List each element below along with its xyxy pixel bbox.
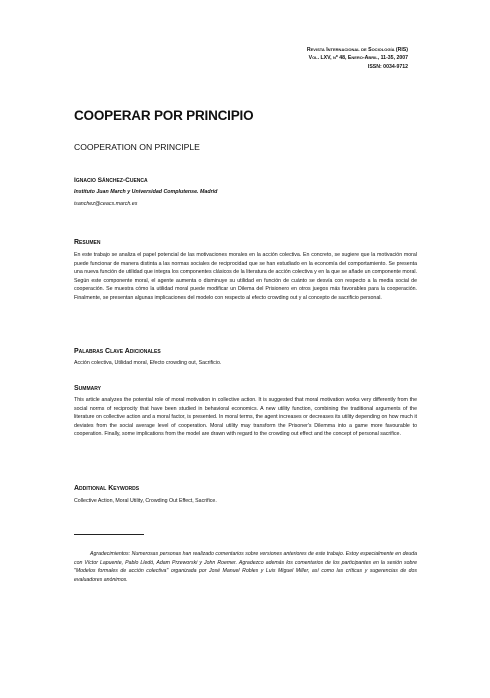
author-email[interactable]: isanchez@ceacs.march.es	[74, 201, 138, 207]
summary-body: This article analyzes the potential role of moral motivation in collective action. It is suggested that moral motivation works very differently from the social norms of reciprocity that have been studied in behavioral economics. A new utility function, combining the traditional arguments of the literature on collective action and a moral factor, is presented. In moral terms, the agent increases or decreases its utility depending on how much it deviates from the social average level of cooperation. Moral utility may transform the Prisoner's Dilemma into a game more favourable to cooperation. Finally, some implications from the model are drawn with regard to the crowding out effect and the concept of personal sacrifice.	[74, 397, 417, 438]
palabras-body: Acción colectiva, Utilidad moral, Efecto crowding out, Sacrificio.	[74, 360, 222, 366]
resumen-body: En este trabajo se analiza el papel potencial de las motivaciones morales en la acción colectiva. En concreto, se sugiere que la motivación moral puede funcionar de manera distinta a las normas sociales de reciprocidad que se han estudiado en la economía del comportamiento. Se presenta una nueva función de utilidad que integra los componentes clásicos de la literatura de acción colectiva y en la que se añade un componente moral. Según este componente moral, el agente aumenta o disminuye su utilidad en función de cuánto se desvía con respecto a la media social de cooperación. Se muestra cómo la utilidad moral puede modificar un Dilema del Prisionero en otros juegos más favorables para la cooperación. Finalmente, se presentan algunas implicaciones del modelo con respecto al efecto crowding out y al concepto de sacrificio personal.	[74, 252, 417, 301]
journal-name: Revista Internacional de Sociología (RIS)	[306, 47, 408, 53]
author-affiliation: Instituto Juan March y Universidad Complutense. Madrid	[74, 189, 218, 195]
footnote-divider	[74, 534, 144, 535]
resumen-heading: Resumen	[74, 239, 101, 246]
journal-header	[307, 46, 408, 71]
author-name: Ignacio Sánchez-Cuenca	[74, 177, 148, 184]
paper-title: COOPERAR POR PRINCIPIO	[74, 108, 254, 123]
summary-heading: Summary	[74, 385, 101, 392]
keywords-body: Collective Action, Moral Utility, Crowding Out Effect, Sacrifice.	[74, 498, 217, 504]
journal-volume: Vol. LXV, nº 48, Enero-Abril, 11-35, 2007	[308, 55, 408, 62]
palabras-heading: Palabras Clave Adicionales	[74, 348, 161, 355]
keywords-heading: Additional Keywords	[74, 485, 140, 492]
paper-subtitle: COOPERATION ON PRINCIPLE	[74, 142, 200, 152]
acknowledgements-footnote: Agradecimientos: Numerosas personas han realizado comentarios sobre versiones anteriores de este trabajo. Estoy especialmente en deuda con Víctor Lapuente, Pablo Lledó, Adam Przeworski y John Roemer. Agradezco además los comentarios de los participantes en la sesión sobre "Modelos formales de acción colectiva" organizada por José Manuel Robles y Luis Miguel Miller, así como las críticas y sugerencias de dos evaluadores anónimos.	[74, 551, 417, 583]
journal-issn: ISSN: 0034-9712	[367, 63, 408, 70]
